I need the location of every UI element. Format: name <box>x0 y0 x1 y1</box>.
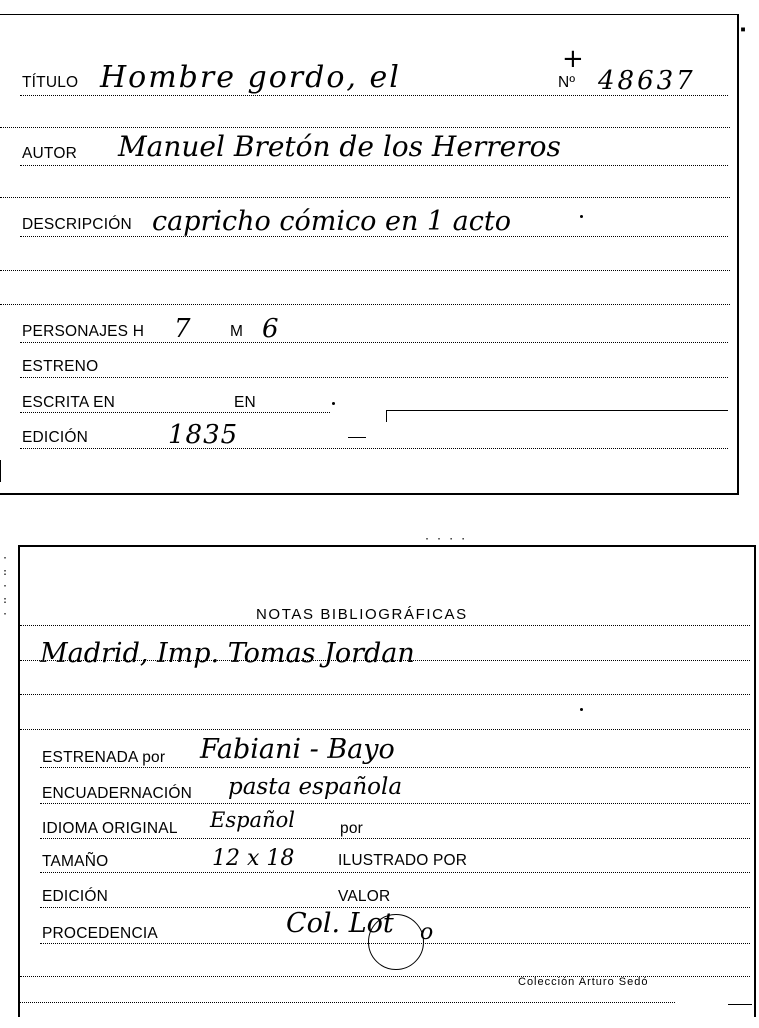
edicion-label: EDICIÓN <box>22 429 88 446</box>
titulo-value: Hombre gordo, el <box>100 60 401 95</box>
rule <box>40 838 750 839</box>
ink-dash <box>348 437 366 438</box>
rule <box>20 1002 675 1003</box>
personajes-m-label: M <box>230 323 244 340</box>
left-edge-mark <box>0 460 1 482</box>
personajes-h-value: 7 <box>174 314 191 344</box>
rule <box>40 943 750 944</box>
rule <box>0 304 730 305</box>
autor-label: AUTOR <box>22 145 77 162</box>
rule <box>20 694 750 695</box>
tamano-value: 12 x 18 <box>212 846 295 871</box>
personajes-label: PERSONAJES H <box>22 323 145 340</box>
rule <box>40 767 750 768</box>
stamp-circle <box>368 914 424 970</box>
ink-dot <box>580 708 583 711</box>
rule <box>386 410 728 411</box>
tamano-label: TAMAÑO <box>42 853 109 870</box>
procedencia-value: Col. Lot <box>286 908 394 939</box>
autor-value: Manuel Bretón de los Herreros <box>118 130 561 163</box>
corner-mark: ▪ <box>740 24 747 35</box>
encuadernacion-value: pasta española <box>228 774 403 800</box>
rule <box>20 165 728 166</box>
edge-specks: · : · : · <box>2 553 9 620</box>
rule <box>20 660 750 661</box>
idioma-label: IDIOMA ORIGINAL <box>42 820 178 837</box>
idioma-value: Español <box>210 808 295 832</box>
valor-label: VALOR <box>338 888 391 905</box>
rule <box>20 236 728 237</box>
rule <box>20 95 728 96</box>
ilustrado-label: ILUSTRADO POR <box>338 852 468 869</box>
ink-dot <box>580 215 583 218</box>
edicion-value: 1835 <box>168 420 239 450</box>
por-label: por <box>340 820 364 837</box>
personajes-m-value: 6 <box>262 314 279 344</box>
estrenada-label: ESTRENADA por <box>42 749 166 766</box>
ink-specks: · · · · <box>424 534 467 545</box>
rule <box>0 197 730 198</box>
stamp-mark: o <box>420 920 434 945</box>
coleccion-text: Colección Arturo Sedó <box>518 976 649 988</box>
cross-mark: + <box>562 44 584 74</box>
rule <box>40 803 750 804</box>
ink-dot <box>332 402 335 405</box>
rule <box>20 448 728 449</box>
numero-value: 48637 <box>598 66 696 96</box>
rule <box>20 729 750 730</box>
encuadernacion-label: ENCUADERNACIÓN <box>42 785 193 802</box>
escrita-label: ESCRITA EN <box>22 394 116 411</box>
procedencia-label: PROCEDENCIA <box>42 925 158 942</box>
rule <box>0 270 730 271</box>
rule <box>0 127 730 128</box>
numero-label: Nº <box>558 74 576 91</box>
notas-value: Madrid, Imp. Tomas Jordan <box>40 638 415 669</box>
notas-heading: NOTAS BIBLIOGRÁFICAS <box>256 606 468 623</box>
descripcion-label: DESCRIPCIÓN <box>22 216 132 233</box>
descripcion-value: capricho cómico en 1 acto <box>152 206 512 237</box>
rule <box>40 907 750 908</box>
edge-dash <box>728 1004 752 1005</box>
back-edicion-label: EDICIÓN <box>42 888 108 905</box>
titulo-label: TÍTULO <box>22 74 79 91</box>
estrenada-value: Fabiani - Bayo <box>200 734 395 765</box>
tick-mark <box>386 410 387 422</box>
rule <box>20 412 330 413</box>
estreno-label: ESTRENO <box>22 358 99 375</box>
en-label: EN <box>234 394 256 411</box>
rule <box>20 342 728 343</box>
rule <box>40 872 750 873</box>
rule <box>20 377 728 378</box>
rule <box>20 625 750 626</box>
